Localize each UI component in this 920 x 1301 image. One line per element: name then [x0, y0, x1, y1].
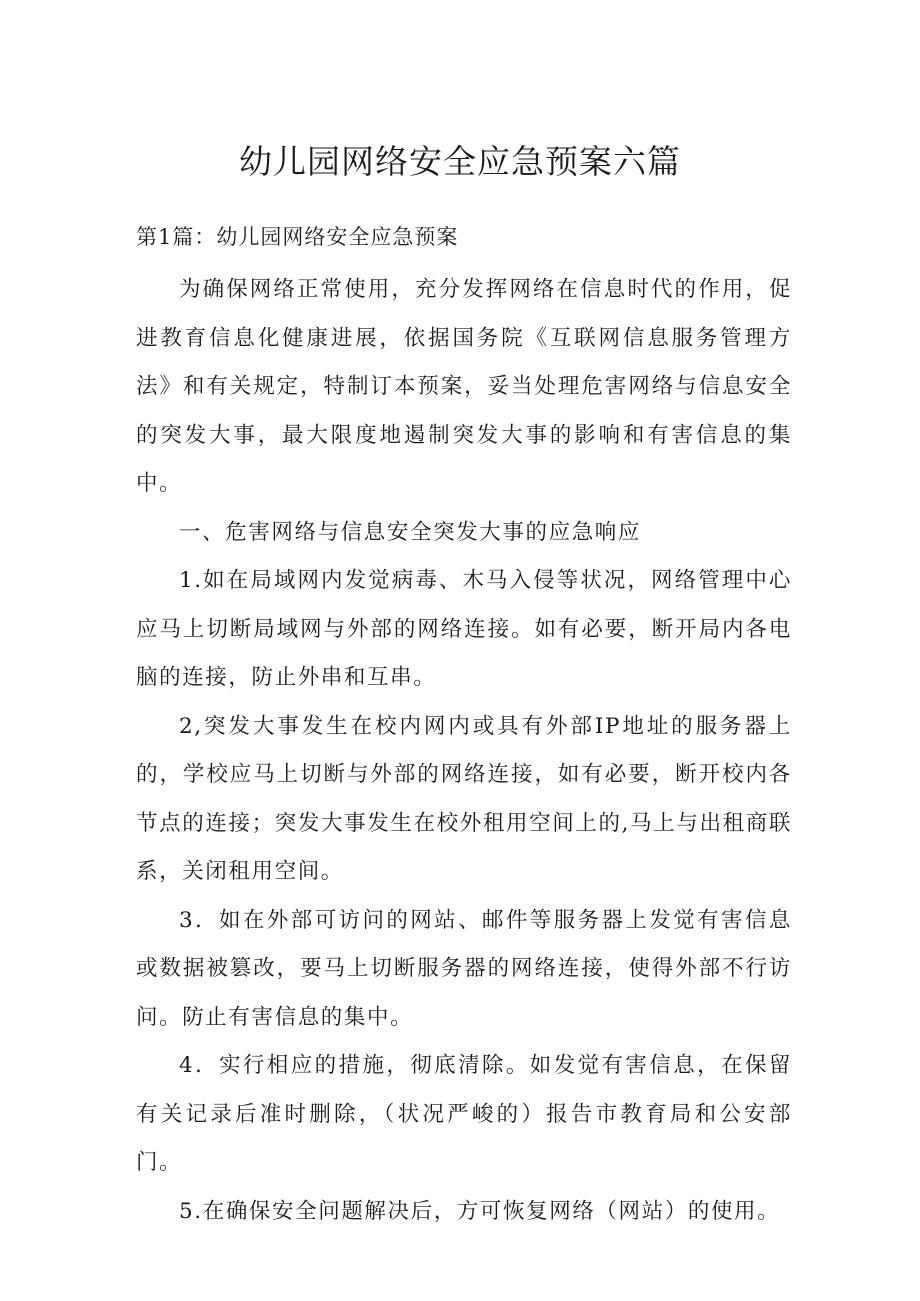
- document-title: 幼儿园网络安全应急预案六篇: [239, 142, 681, 181]
- paragraph-heading-emergency-response: 一、危害网络与信息安全突发大事的应急响应: [179, 519, 642, 545]
- paragraph-item-2: 2,突发大事发生在校内网内或具有外部IP地址的服务器上的，学校应马上切断与外部的网络连接，如有必要，断开校内各节点的连接；突发大事发生在校外租用空间上的,马上与出租商联系，关闭租用空间。: [136, 713, 792, 884]
- paragraph-intro: 为确保网络正常使用，充分发挥网络在信息时代的作用，促进教育信息化健康进展，依据国务院《互联网信息服务管理方法》和有关规定，特制订本预案，妥当处理危害网络与信息安全的突发大事，最大限度地遏制突发大事的影响和有害信息的集中。: [136, 277, 792, 496]
- paragraph-item-1: 1.如在局域网内发觉病毒、木马入侵等状况，网络管理中心应马上切断局域网与外部的网络连接。如有必要，断开局内各电脑的连接，防止外串和互串。: [136, 568, 792, 690]
- document-body: [136, 266, 792, 1236]
- paragraph-item-4: 4．实行相应的措施，彻底清除。如发觉有害信息，在保留有关记录后准时删除，（状况严峻的）报告市教育局和公安部门。: [136, 1053, 792, 1175]
- paragraph-item-5: 5.在确保安全问题解决后，方可恢复网络（网站）的使用。: [179, 1198, 781, 1224]
- paragraph-item-3: 3．如在外部可访问的网站、邮件等服务器上发觉有害信息或数据被篡改，要马上切断服务器的网络连接，使得外部不行访问。防止有害信息的集中。: [136, 907, 792, 1030]
- section-heading: 第1篇：幼儿园网络安全应急预案: [136, 225, 459, 249]
